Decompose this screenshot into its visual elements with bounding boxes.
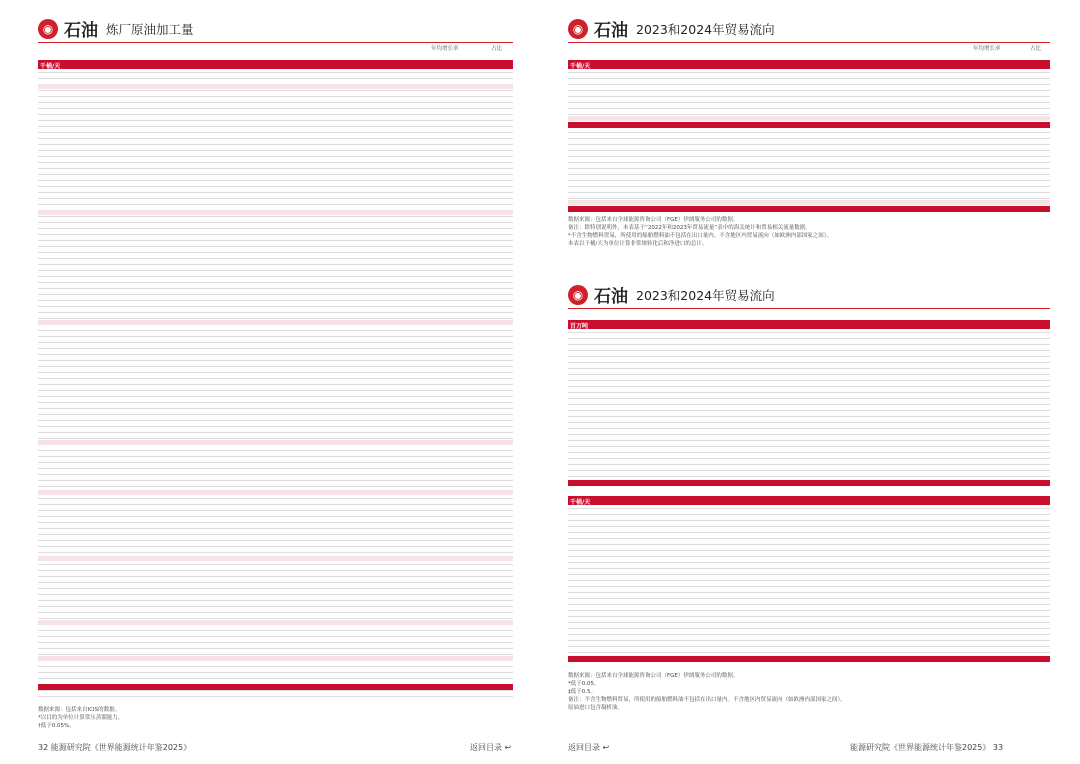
table-row: [38, 306, 513, 307]
right-unit-1: 千桶/天: [570, 63, 591, 70]
table-row: [38, 162, 513, 163]
table-row: [38, 666, 513, 667]
table-row: [38, 690, 513, 691]
left-yoy-label: 年均增长率: [431, 46, 459, 52]
left-table: [38, 60, 513, 700]
table-row: [38, 348, 513, 349]
table-row: [568, 350, 1050, 351]
table-row: [568, 622, 1050, 623]
table-row: [568, 156, 1050, 157]
table-row: [38, 90, 513, 91]
subtotal-band: [38, 656, 513, 661]
back-to-contents-label: 返回目录: [470, 743, 502, 752]
table-row: [38, 618, 513, 619]
table-row: [568, 580, 1050, 581]
left-publisher: 能源研究院《世界能源统计年鉴2025》: [50, 743, 192, 752]
table-row: [568, 440, 1050, 441]
right-back-link[interactable]: 返回目录 ↩: [568, 743, 610, 752]
table-row: [568, 90, 1050, 91]
table-row: [568, 470, 1050, 471]
table-row: [568, 476, 1050, 477]
right-table-1: [568, 60, 1050, 212]
table-row: [568, 628, 1050, 629]
table-row: [568, 96, 1050, 97]
subtotal-band: [568, 200, 1050, 205]
table-row: [38, 204, 513, 205]
left-note: 数据来源：包括来自ICIS的数据。: [38, 707, 121, 713]
table-row: [568, 568, 1050, 569]
table-row: [38, 132, 513, 133]
table-row: [38, 294, 513, 295]
right-table-2: [568, 320, 1050, 492]
table-row: [568, 114, 1050, 115]
table-row: [568, 616, 1050, 617]
table-row: [38, 540, 513, 541]
table-row: [568, 198, 1050, 199]
table-row: [38, 156, 513, 157]
table-row: [38, 144, 513, 145]
left-brand: 石油: [64, 21, 98, 41]
table-row: [568, 544, 1050, 545]
table-row: [38, 264, 513, 265]
right-table-3: [568, 496, 1050, 668]
table-row: [38, 126, 513, 127]
left-footer: [38, 742, 191, 753]
table-row: [38, 408, 513, 409]
table-row: [38, 372, 513, 373]
table-row: [38, 696, 513, 697]
left-top-rule: [38, 42, 513, 43]
right-note: *不含生物燃料贸易，所使用的船舶燃料油不包括在出口量内。不含地区内贸易流向（如欧洲内部国家之间）。: [568, 233, 833, 239]
table-row: [568, 344, 1050, 345]
table-row: [38, 234, 513, 235]
table-row: [38, 240, 513, 241]
table-row: [568, 150, 1050, 151]
table-row: [568, 392, 1050, 393]
table-row: [38, 432, 513, 433]
table-row: [38, 648, 513, 649]
table-row: [38, 474, 513, 475]
left-back-link[interactable]: 返回目录 ↩: [470, 743, 512, 752]
table-row: [38, 510, 513, 511]
table-row: [568, 186, 1050, 187]
table-row: [38, 456, 513, 457]
table-row: [568, 598, 1050, 599]
table-row: [568, 550, 1050, 551]
table-row: [568, 640, 1050, 641]
table-row: [38, 552, 513, 553]
table-row: [568, 356, 1050, 357]
table-row: [38, 570, 513, 571]
table-row: [568, 446, 1050, 447]
table-row: [568, 144, 1050, 145]
table-row: [38, 282, 513, 283]
subtotal-band: [38, 440, 513, 445]
table-row: [568, 458, 1050, 459]
table-row: [568, 520, 1050, 521]
table-row: [568, 574, 1050, 575]
table-row: [38, 516, 513, 517]
table-row: [568, 646, 1050, 647]
table-row: [38, 420, 513, 421]
table-row: [568, 386, 1050, 387]
right-share-label: 占比: [1030, 46, 1042, 52]
left-title: 炼厂原油加工量: [106, 21, 194, 37]
total-band: [38, 684, 513, 690]
table-row: [38, 252, 513, 253]
table-row: [568, 78, 1050, 79]
left-header: [38, 16, 194, 41]
table-row: [38, 486, 513, 487]
table-row: [568, 138, 1050, 139]
table-row: [38, 174, 513, 175]
right-notes-2: [568, 672, 1038, 712]
table-row: [568, 464, 1050, 465]
table-row: [568, 380, 1050, 381]
table-row: [38, 582, 513, 583]
table-row: [568, 362, 1050, 363]
table-row: [38, 78, 513, 79]
left-note: *以目的为单位计算常压蒸馏能力。: [38, 715, 124, 721]
left-unit: 千桶/天: [40, 63, 61, 70]
subtotal-band: [38, 210, 513, 215]
table-row: [38, 402, 513, 403]
table-row: [38, 96, 513, 97]
right-note: *低于0.05。: [568, 681, 600, 687]
right-note: 备注：除特别说明外，本表基于“2022年和2023年贸易流量”表中的海关统计和贸易相关流量数据。: [568, 225, 811, 231]
right-mid-rule: [568, 308, 1050, 309]
table-row: [38, 354, 513, 355]
left-share-label: 占比: [491, 46, 503, 52]
right-title-2: 2023和2024年贸易流向: [636, 287, 775, 303]
subtotal-band: [38, 556, 513, 561]
subtotal-band: [38, 620, 513, 625]
table-row: [568, 410, 1050, 411]
table-row: [568, 180, 1050, 181]
table-row: [568, 416, 1050, 417]
table-row: [38, 450, 513, 451]
table-row: [38, 336, 513, 337]
table-row: [38, 384, 513, 385]
table-row: [38, 468, 513, 469]
table-row: [38, 636, 513, 637]
right-page: [540, 0, 1080, 764]
table-row: [38, 150, 513, 151]
right-table1-header: [568, 60, 1050, 69]
right-publisher: 能源研究院《世界能源统计年鉴2025》: [850, 743, 991, 752]
table-row: [38, 198, 513, 199]
table-row: [38, 114, 513, 115]
table-row: [38, 120, 513, 121]
right-note: 原油进口包含凝析油。: [568, 705, 624, 711]
table-row: [38, 216, 513, 217]
right-note: 本表以千桶/天为单位计算非常规转化后和净进口的总计。: [568, 241, 708, 247]
total-band: [568, 656, 1050, 662]
table-row: [38, 480, 513, 481]
table-row: [38, 528, 513, 529]
left-note: †低于0.05%。: [38, 723, 75, 729]
table-row: [38, 102, 513, 103]
table-row: [38, 318, 513, 319]
table-row: [38, 186, 513, 187]
table-row: [568, 610, 1050, 611]
table-row: [38, 498, 513, 499]
table-row: [38, 246, 513, 247]
table-row: [38, 642, 513, 643]
table-row: [38, 594, 513, 595]
table-row: [38, 180, 513, 181]
right-title-1: 2023和2024年贸易流向: [636, 21, 775, 37]
right-table3-header: [568, 496, 1050, 505]
table-row: [568, 514, 1050, 515]
table-row: [38, 276, 513, 277]
table-row: [38, 576, 513, 577]
table-row: [38, 426, 513, 427]
subtotal-band: [38, 490, 513, 495]
right-brand-1: 石油: [594, 21, 628, 41]
table-row: [38, 600, 513, 601]
subtotal-band: [38, 84, 513, 89]
right-brand-2: 石油: [594, 287, 628, 307]
table-row: [38, 534, 513, 535]
table-row: [38, 168, 513, 169]
table-row: [568, 132, 1050, 133]
subtotal-band: [568, 116, 1050, 121]
table-row: [38, 612, 513, 613]
table-row: [38, 546, 513, 547]
table-row: [568, 398, 1050, 399]
right-page-number: 33: [992, 743, 1004, 752]
table-row: [568, 532, 1050, 533]
table-row: [568, 338, 1050, 339]
table-row: [568, 526, 1050, 527]
table-row: [568, 592, 1050, 593]
table-row: [568, 434, 1050, 435]
table-row: [38, 300, 513, 301]
right-notes-1: [568, 216, 1038, 248]
table-row: [38, 672, 513, 673]
table-row: [38, 330, 513, 331]
total-band: [568, 480, 1050, 486]
table-row: [38, 108, 513, 109]
total-band: [568, 122, 1050, 128]
table-row: [568, 162, 1050, 163]
table-row: [38, 630, 513, 631]
energy-logo-icon: ◉: [568, 285, 588, 305]
table-row: [568, 562, 1050, 563]
table-row: [38, 504, 513, 505]
subtotal-band: [38, 320, 513, 325]
table-row: [38, 462, 513, 463]
table-row: [568, 84, 1050, 85]
table-row: [568, 332, 1050, 333]
table-row: [38, 564, 513, 565]
table-row: [38, 438, 513, 439]
table-row: [38, 138, 513, 139]
table-row: [38, 192, 513, 193]
table-row: [38, 222, 513, 223]
table-row: [568, 374, 1050, 375]
table-row: [38, 588, 513, 589]
table-row: [38, 654, 513, 655]
right-unit-3: 千桶/天: [570, 499, 591, 506]
left-notes: [38, 706, 478, 730]
energy-logo-icon: ◉: [568, 19, 588, 39]
left-table-header: [38, 60, 513, 69]
table-row: [568, 634, 1050, 635]
table-row: [568, 452, 1050, 453]
table-row: [568, 108, 1050, 109]
right-yoy-label: 年均增长率: [973, 46, 1001, 52]
table-row: [568, 508, 1050, 509]
energy-logo-icon: ◉: [38, 19, 58, 39]
table-row: [38, 390, 513, 391]
right-note: 数据来源：包括来自全球能源咨询公司（FGE）伊朗服务公司的数据。: [568, 673, 739, 679]
table-row: [568, 168, 1050, 169]
table-row: [38, 396, 513, 397]
table-row: [38, 288, 513, 289]
table-row: [38, 312, 513, 313]
table-row: [568, 538, 1050, 539]
right-unit-2: 百万吨: [570, 323, 589, 330]
left-page-number: 32: [38, 743, 49, 752]
table-row: [568, 652, 1050, 653]
table-row: [568, 174, 1050, 175]
right-footer: [850, 742, 1003, 753]
table-row: [568, 72, 1050, 73]
table-row: [38, 72, 513, 73]
right-header-2: [568, 282, 775, 307]
table-row: [38, 414, 513, 415]
table-row: [568, 368, 1050, 369]
table-row: [568, 404, 1050, 405]
right-table2-header: [568, 320, 1050, 329]
table-row: [568, 192, 1050, 193]
table-row: [568, 422, 1050, 423]
table-row: [38, 258, 513, 259]
table-row: [38, 360, 513, 361]
right-top-rule: [568, 42, 1050, 43]
table-row: [38, 342, 513, 343]
table-row: [38, 366, 513, 367]
table-row: [568, 428, 1050, 429]
table-row: [38, 270, 513, 271]
back-to-contents-label: 返回目录: [568, 743, 600, 752]
table-row: [38, 606, 513, 607]
right-note: 备注：不含生物燃料贸易，所使用的船舶燃料油不包括在出口量内。不含地区内贸易流向（如欧洲内部国家之间）。: [568, 697, 846, 703]
table-row: [568, 586, 1050, 587]
right-note: 数据来源：包括来自全球能源咨询公司（FGE）伊朗服务公司的数据。: [568, 217, 739, 223]
table-row: [568, 556, 1050, 557]
table-row: [568, 102, 1050, 103]
table-row: [38, 228, 513, 229]
table-row: [38, 378, 513, 379]
table-row: [568, 604, 1050, 605]
total-band: [568, 206, 1050, 212]
right-note: ‡低于0.5。: [568, 689, 596, 695]
right-header-1: [568, 16, 775, 41]
table-row: [38, 522, 513, 523]
table-row: [38, 678, 513, 679]
